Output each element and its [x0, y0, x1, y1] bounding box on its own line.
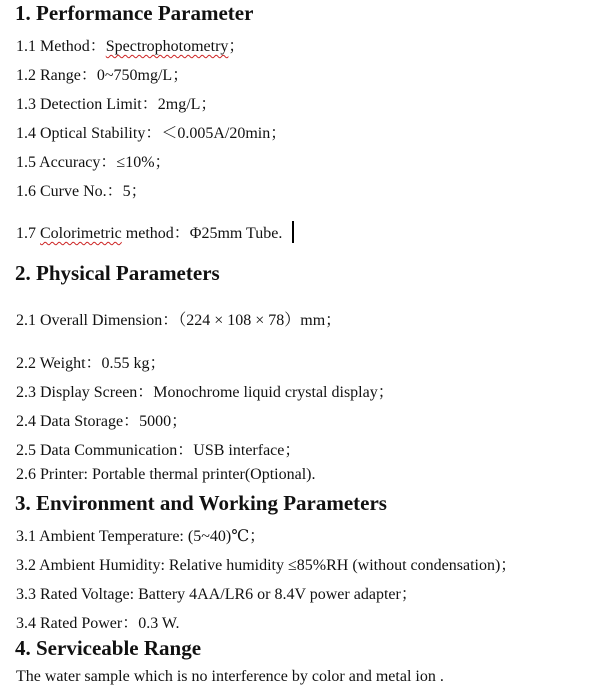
param-optical-stability: 1.4 Optical Stability：＜0.005A/20min；	[16, 125, 287, 142]
param-detection-limit: 1.3 Detection Limit：2mg/L；	[16, 96, 217, 113]
param-printer: 2.6 Printer: Portable thermal printer(Optional).	[16, 466, 316, 483]
spellcheck-word[interactable]: Colorimetric	[40, 225, 122, 242]
text-cursor	[292, 221, 294, 243]
param-rated-voltage: 3.3 Rated Voltage: Battery 4AA/LR6 or 8.4V power adapter；	[16, 586, 417, 603]
serviceable-range-text: The water sample which is no interference by color and metal ion .	[16, 668, 444, 685]
param-ambient-humidity: 3.2 Ambient Humidity: Relative humidity ≤85%RH (without condensation)；	[16, 557, 517, 574]
param-method-suffix: ；	[228, 38, 245, 55]
param-accuracy: 1.5 Accuracy：≤10%；	[16, 154, 171, 171]
section-heading-physical: 2. Physical Parameters	[15, 261, 220, 285]
section-heading-serviceable-range: 4. Serviceable Range	[15, 636, 202, 660]
param-colorimetric-number: 1.7	[16, 225, 40, 242]
param-data-storage: 2.4 Data Storage：5000；	[16, 413, 188, 430]
param-ambient-temperature: 3.1 Ambient Temperature: (5~40)℃；	[16, 528, 266, 545]
param-method	[16, 33, 244, 56]
param-rated-power: 3.4 Rated Power：0.3 W.	[16, 615, 180, 632]
param-weight: 2.2 Weight：0.55 kg；	[16, 355, 166, 372]
spellcheck-word[interactable]: Spectrophotometry	[105, 38, 229, 55]
param-method-label: 1.1 Method：	[16, 38, 106, 55]
section-heading-performance: 1. Performance Parameter	[15, 1, 254, 25]
param-overall-dimension: 2.1 Overall Dimension：（224 × 108 × 78）mm；	[16, 312, 342, 329]
param-colorimetric-value: method：Φ25mm Tube.	[121, 225, 283, 242]
param-colorimetric-method	[16, 220, 294, 243]
param-range: 1.2 Range：0~750mg/L；	[16, 67, 189, 84]
param-curve-no: 1.6 Curve No.：5；	[16, 183, 147, 200]
section-heading-environment: 3. Environment and Working Parameters	[15, 491, 387, 515]
param-data-communication: 2.5 Data Communication：USB interface；	[16, 442, 301, 459]
param-display-screen: 2.3 Display Screen：Monochrome liquid crystal display；	[16, 384, 394, 401]
